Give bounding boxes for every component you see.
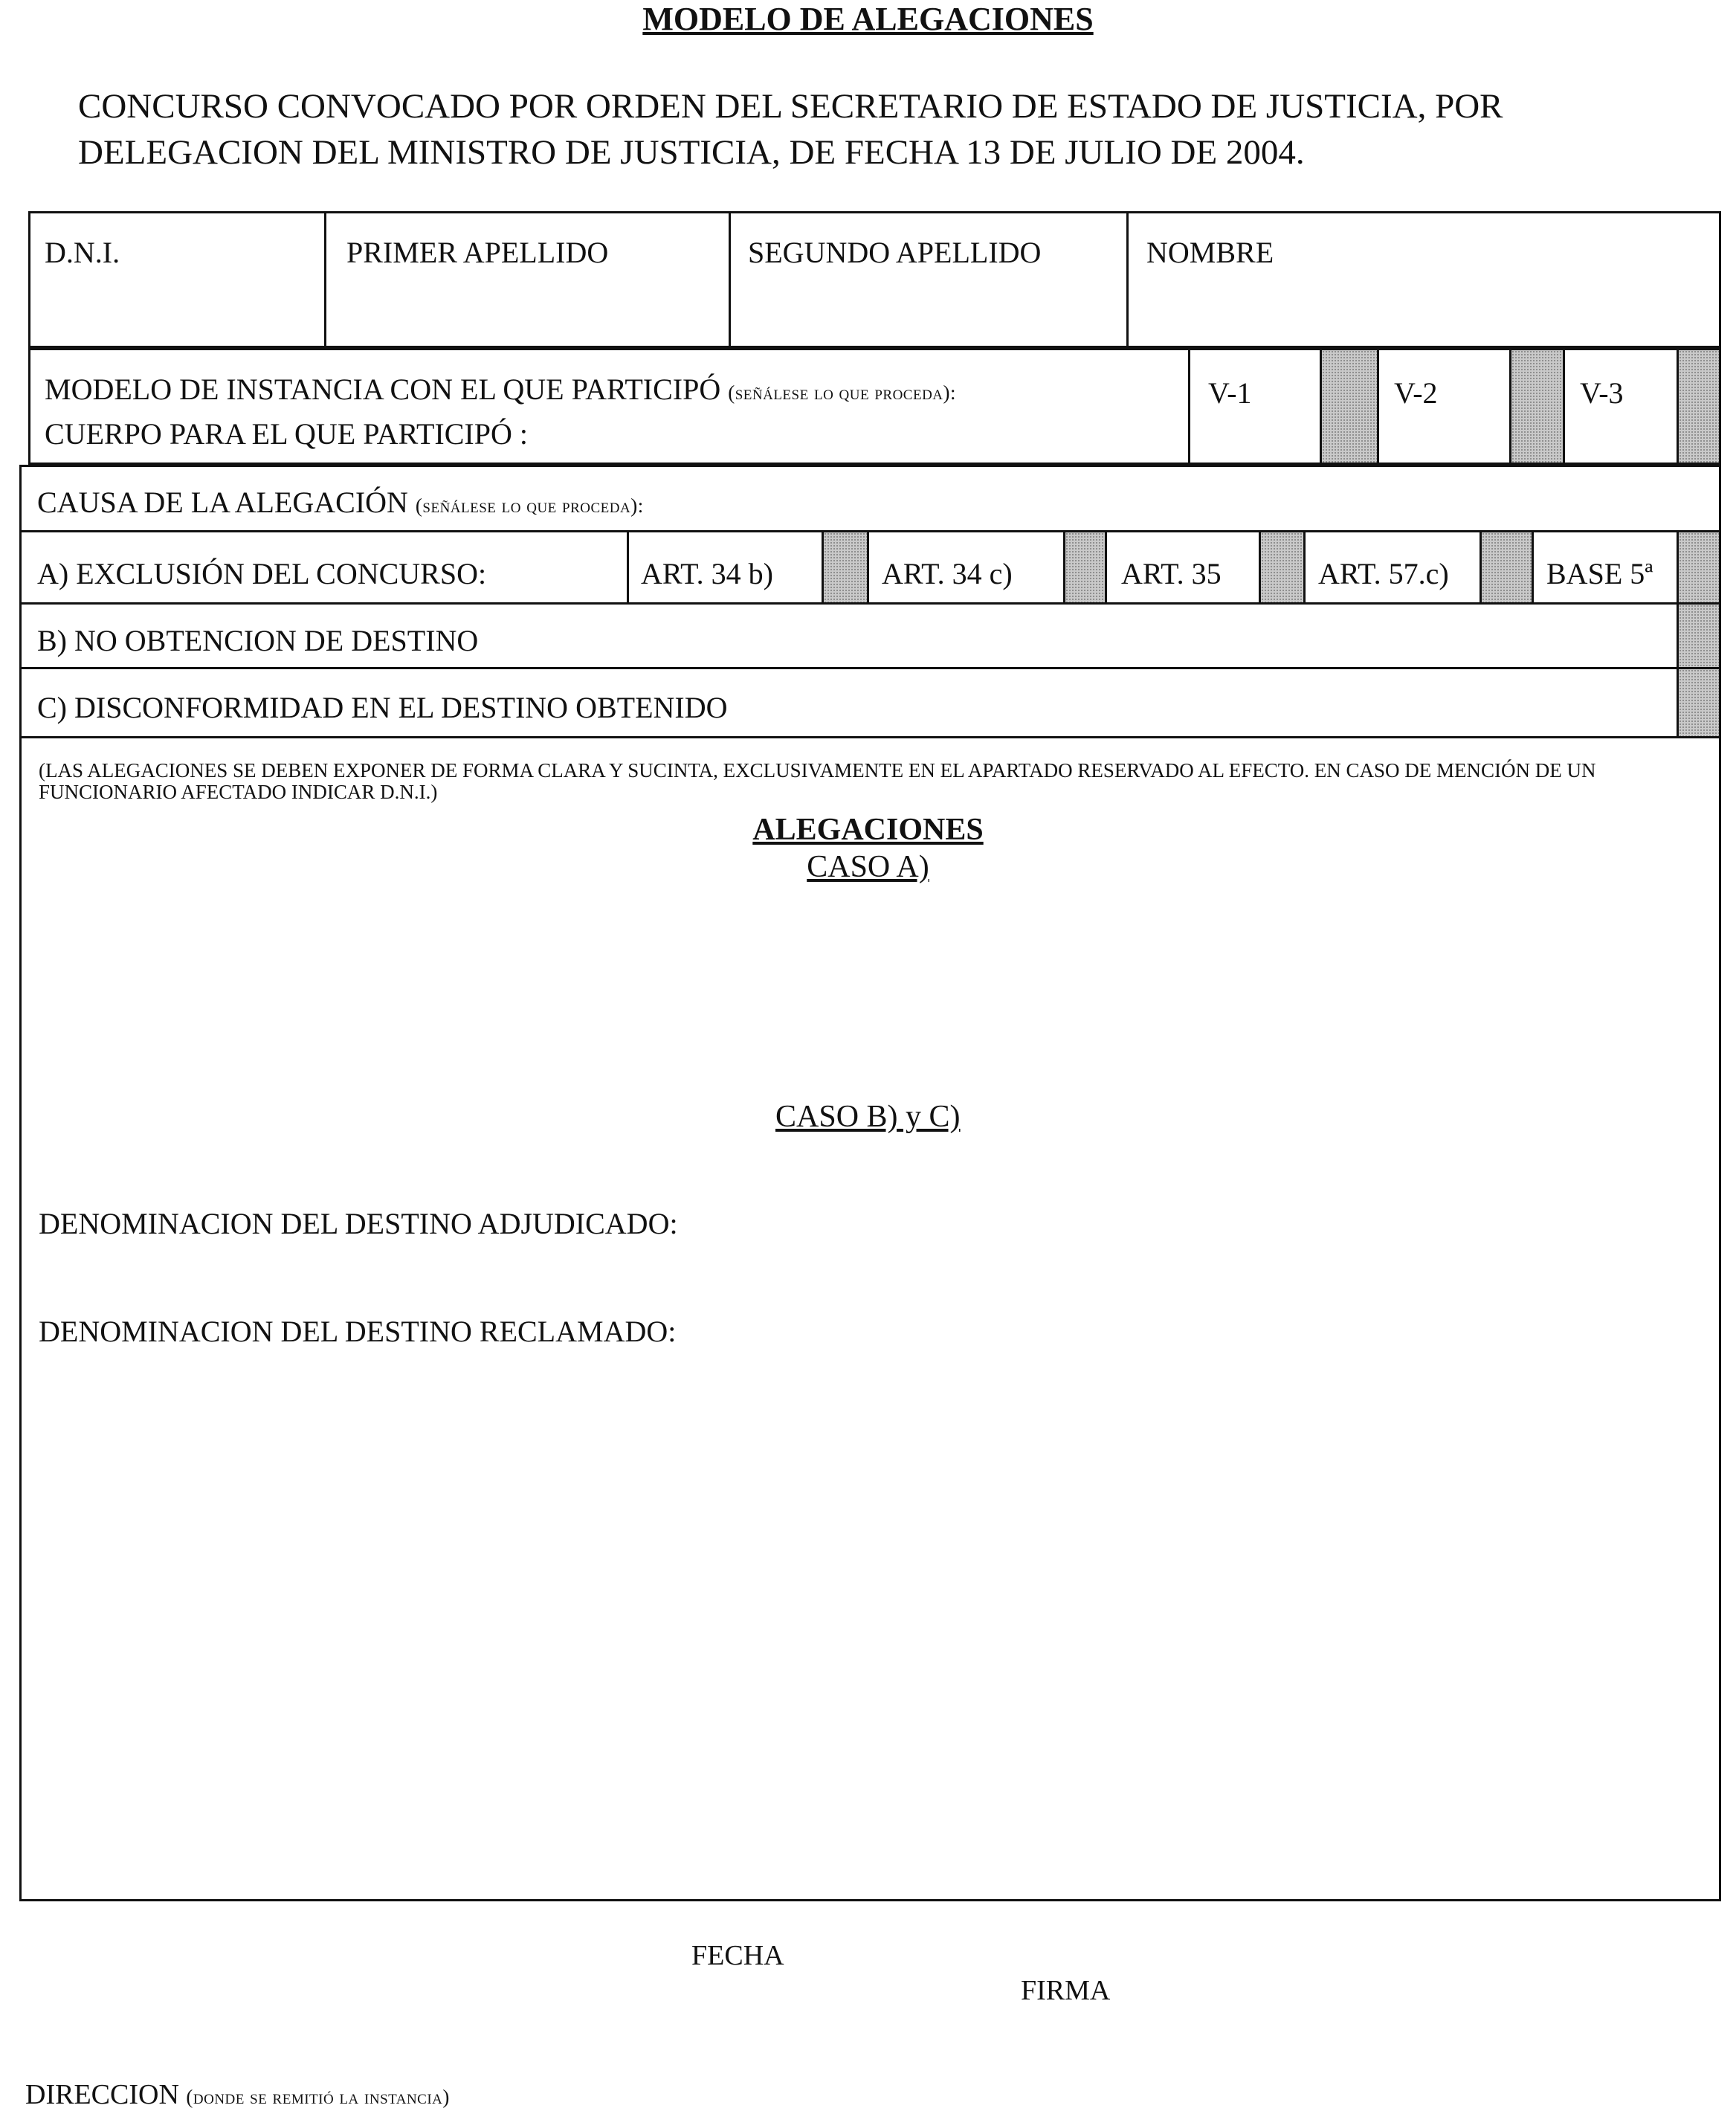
cuerpo-label: CUERPO PARA EL QUE PARTICIPÓ :	[45, 417, 528, 451]
no-obtencion-label: B) NO OBTENCION DE DESTINO	[37, 624, 479, 657]
modelo-label-note: (señálese lo que proceda):	[728, 381, 957, 404]
causa-label-note: (señálese lo que proceda):	[415, 494, 644, 517]
instructions-note: (LAS ALEGACIONES SE DEBEN EXPONER DE FORMA CLARA Y SUCINTA, EXCLUSIVAMENTE EN EL APARTADO RESERVADO AL EFECTO. EN CASO DE MENCIÓN DE UN FUNCIONARIO AFECTADO INDICAR D.N.I.)	[39, 759, 1596, 803]
divider	[1563, 348, 1565, 465]
divider	[19, 530, 1721, 532]
modelo-label	[45, 372, 956, 407]
direccion-note: (donde se remitió la instancia)	[186, 2086, 450, 2108]
art-57c-checkbox[interactable]	[1482, 532, 1532, 602]
divider	[19, 736, 1721, 738]
option-v3-checkbox[interactable]	[1679, 350, 1719, 463]
caso-a-text: CASO A)	[807, 850, 929, 884]
disconformidad-label: C) DISCONFORMIDAD EN EL DESTINO OBTENIDO	[37, 691, 728, 724]
alegaciones-box	[19, 465, 1721, 1901]
divider	[1105, 530, 1107, 602]
firma-label: FIRMA	[1021, 1975, 1111, 2006]
divider	[1303, 530, 1306, 602]
modelo-label-text: MODELO DE INSTANCIA CON EL QUE PARTICIPÓ	[45, 373, 721, 406]
nombre-field[interactable]: NOMBRE	[1146, 236, 1274, 269]
divider	[729, 211, 731, 348]
option-v2-label: V-2	[1394, 376, 1438, 410]
divider	[19, 602, 1721, 605]
fecha-label: FECHA	[691, 1940, 784, 1971]
art-34c-label: ART. 34 c)	[882, 557, 1013, 590]
divider	[867, 530, 869, 602]
art-34b-label: ART. 34 b)	[641, 557, 773, 590]
document-subtitle	[78, 83, 1677, 175]
base-5-label: BASE 5ª	[1546, 557, 1653, 590]
causa-label	[37, 485, 644, 520]
option-v1-checkbox[interactable]	[1322, 350, 1377, 463]
identity-row	[28, 211, 1721, 348]
art-34b-checkbox[interactable]	[824, 532, 867, 602]
caso-a-area[interactable]	[30, 892, 1710, 1093]
primer-apellido-field[interactable]: PRIMER APELLIDO	[346, 236, 609, 269]
destino-reclamado-label: DENOMINACION DEL DESTINO RECLAMADO:	[39, 1315, 677, 1348]
segundo-apellido-field[interactable]: SEGUNDO APELLIDO	[748, 236, 1042, 269]
art-35-label: ART. 35	[1121, 557, 1222, 590]
destino-adjudicado-label: DENOMINACION DEL DESTINO ADJUDICADO:	[39, 1207, 678, 1240]
divider	[1126, 211, 1129, 348]
document-title: MODELO DE ALEGACIONES	[642, 1, 1094, 37]
base-5-checkbox[interactable]	[1679, 532, 1719, 602]
alegaciones-heading	[0, 812, 1736, 848]
destino-reclamado-field[interactable]	[714, 1309, 1703, 1353]
caso-a-heading	[0, 849, 1736, 885]
alegaciones-heading-text: ALEGACIONES	[752, 813, 984, 847]
causa-label-text: CAUSA DE LA ALEGACIÓN	[37, 486, 408, 519]
direccion-text: DIRECCION	[25, 2079, 179, 2110]
subtitle-line-2: DELEGACION DEL MINISTRO DE JUSTICIA, DE FECHA 13 DE JULIO DE 2004.	[78, 133, 1305, 172]
divider	[1377, 348, 1379, 465]
art-57c-label: ART. 57.c)	[1318, 557, 1449, 590]
dni-field[interactable]: D.N.I.	[45, 236, 120, 269]
no-obtencion-checkbox[interactable]	[1679, 605, 1719, 667]
option-v1-label: V-1	[1208, 376, 1252, 410]
divider	[627, 530, 629, 602]
art-35-checkbox[interactable]	[1261, 532, 1303, 602]
disconformidad-checkbox[interactable]	[1679, 669, 1719, 736]
divider	[324, 211, 326, 348]
divider	[1188, 348, 1190, 465]
caso-bc-text: CASO B) y C)	[775, 1100, 961, 1134]
option-v3-label: V-3	[1580, 376, 1624, 410]
option-v2-checkbox[interactable]	[1511, 350, 1563, 463]
caso-bc-heading	[775, 1099, 961, 1135]
exclusion-label: A) EXCLUSIÓN DEL CONCURSO:	[37, 557, 487, 590]
subtitle-line-1: CONCURSO CONVOCADO POR ORDEN DEL SECRETARIO DE ESTADO DE JUSTICIA, POR	[78, 87, 1503, 126]
divider	[19, 667, 1721, 669]
art-34c-checkbox[interactable]	[1065, 532, 1105, 602]
destino-adjudicado-field[interactable]	[714, 1201, 1703, 1245]
divider	[1532, 530, 1534, 602]
direccion-label	[25, 2078, 450, 2111]
